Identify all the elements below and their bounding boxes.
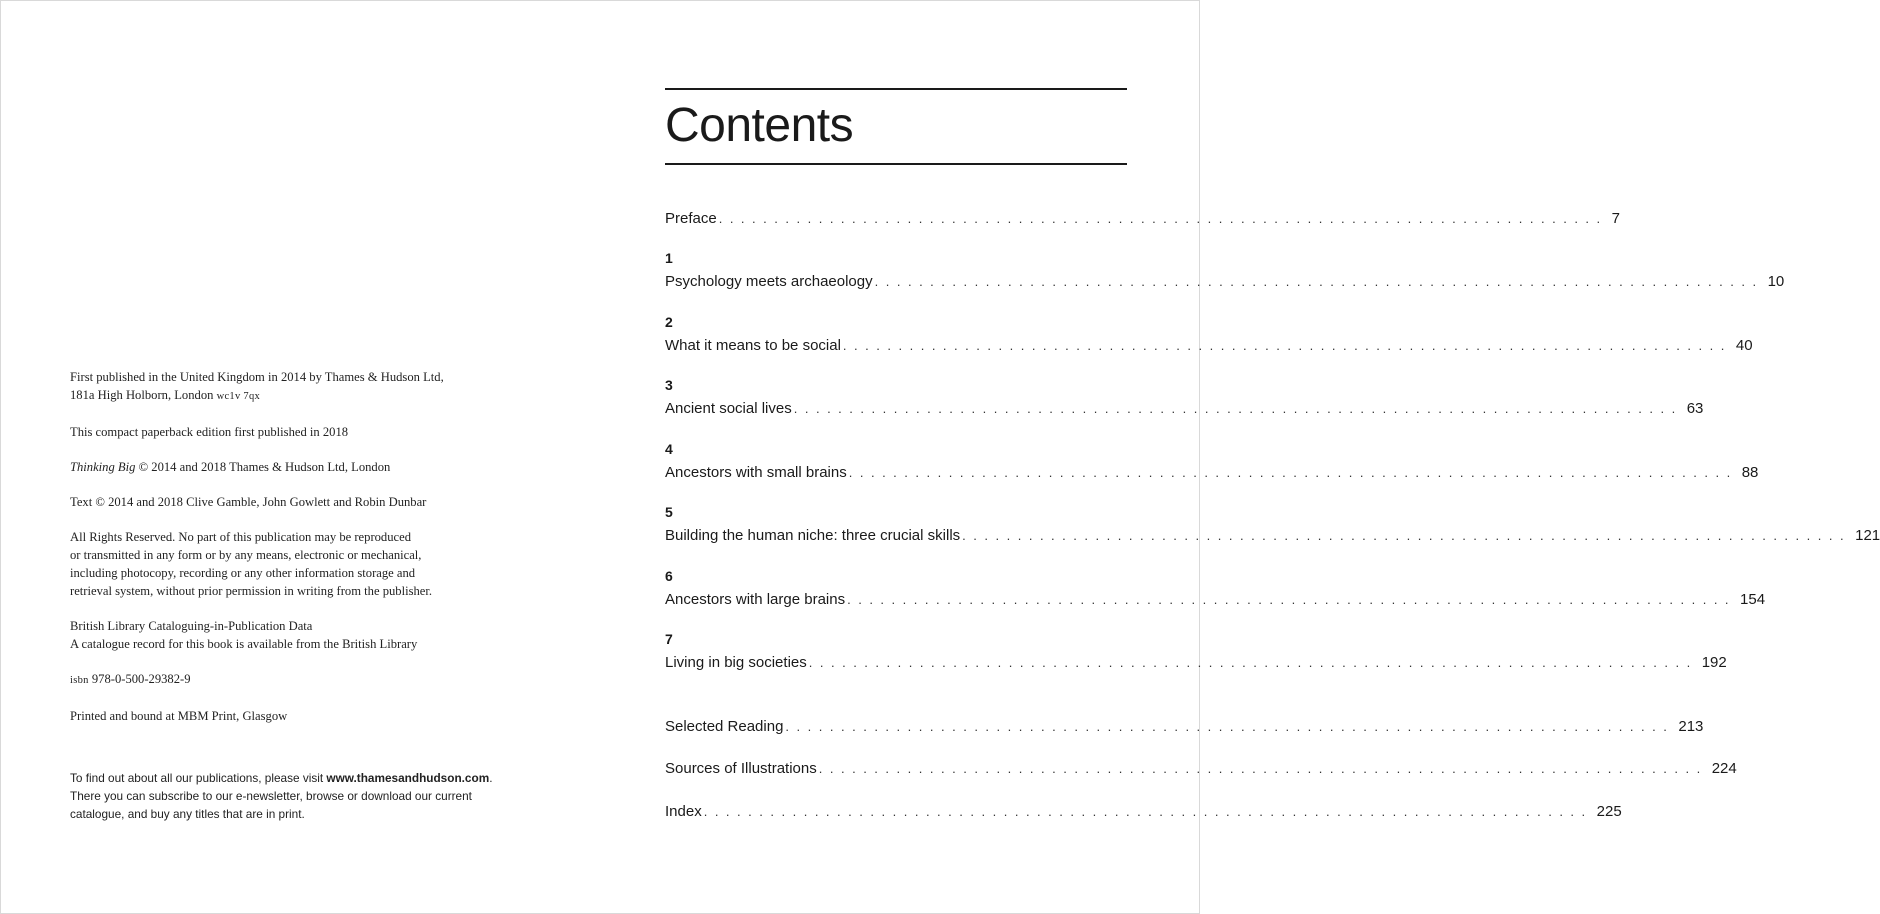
website-link[interactable]: www.thamesandhudson.com [326, 771, 490, 785]
publisher-promo [70, 769, 510, 823]
toc-label: Ancient social lives [665, 400, 792, 417]
rights-line: including photocopy, recording or any other information storage and [70, 566, 416, 580]
rights-line: or transmitted in any form or by any means, electronic or mechanical, [70, 548, 422, 562]
dot-leader: ................................................................................ [718, 211, 1608, 226]
toc-line [665, 336, 1753, 356]
isbn [70, 670, 490, 690]
toc-entry[interactable] [665, 631, 1727, 673]
promo-text: There you can subscribe to our e-newsletter, browse or download our current [70, 789, 472, 803]
promo-punct: . [489, 771, 493, 785]
toc-line [665, 526, 1880, 546]
title-copyright [70, 458, 490, 476]
printer-line: Printed and bound at MBM Print, Glasgow [70, 709, 288, 723]
dot-leader: ................................................................................ [848, 465, 1738, 480]
chapter-number: 3 [665, 377, 673, 393]
toc-entry[interactable] [665, 377, 1704, 419]
address-line: 181a High Holborn, London [70, 388, 217, 402]
publication-info [70, 368, 490, 406]
toc-line [665, 399, 1704, 419]
toc-page-number: 121 [1855, 527, 1880, 544]
isbn-label: isbn [70, 675, 89, 686]
title-copyright-text: © 2014 and 2018 Thames & Hudson Ltd, London [135, 460, 391, 474]
imprint-page [70, 368, 490, 742]
page-title: Contents [665, 99, 854, 152]
cip-line: British Library Cataloguing-in-Publication Data [70, 619, 313, 633]
first-published-line: First published in the United Kingdom in 2014 by Thames & Hudson Ltd, [70, 370, 444, 384]
toc-label: What it means to be social [665, 337, 841, 354]
dot-leader: ................................................................................ [962, 528, 1852, 543]
toc-line [665, 209, 1620, 229]
chapter-number: 7 [665, 631, 673, 647]
toc-label: Index [665, 803, 702, 820]
rights-statement [70, 528, 490, 600]
chapter-number: 4 [665, 441, 673, 457]
toc-entry[interactable] [665, 568, 1766, 610]
dot-leader: ................................................................................ [793, 401, 1683, 416]
toc-page-number: 213 [1678, 718, 1704, 735]
toc-line [665, 802, 1622, 822]
promo-text: To find out about all our publications, please visit [70, 771, 327, 785]
dot-leader: ................................................................................ [842, 338, 1732, 353]
dot-leader: ................................................................................ [785, 719, 1675, 734]
toc-label: Ancestors with small brains [665, 464, 847, 481]
cip-line: A catalogue record for this book is available from the British Library [70, 637, 418, 651]
postcode: wc1v 7qx [216, 391, 261, 402]
toc-page-number: 10 [1767, 273, 1785, 290]
toc-label: Sources of Illustrations [665, 760, 817, 777]
toc-entry[interactable] [665, 759, 1737, 779]
text-copyright: Text © 2014 and 2018 Clive Gamble, John Gowlett and Robin Dunbar [70, 495, 427, 509]
toc-page-number: 63 [1686, 400, 1704, 417]
toc-label: Psychology meets archaeology [665, 273, 873, 290]
toc-line [665, 590, 1766, 610]
chapter-number: 6 [665, 568, 673, 584]
toc-entry[interactable] [665, 717, 1704, 737]
toc-page-number: 154 [1740, 591, 1766, 608]
toc-entry[interactable] [665, 504, 1880, 546]
toc-line [665, 272, 1785, 292]
toc-entry[interactable] [665, 209, 1620, 229]
toc-label: Ancestors with large brains [665, 591, 846, 608]
promo-text: catalogue, and buy any titles that are in print. [70, 807, 305, 821]
toc-page-number: 192 [1701, 654, 1727, 671]
chapter-number: 5 [665, 504, 673, 520]
cip-data [70, 617, 490, 653]
chapter-number: 1 [665, 250, 673, 266]
dot-leader: ................................................................................ [818, 761, 1708, 776]
toc-page-number: 224 [1711, 760, 1737, 777]
dot-leader: ................................................................................ [874, 274, 1764, 289]
title-bottom-rule [665, 163, 1127, 165]
compact-edition-line: This compact paperback edition first published in 2018 [70, 425, 349, 439]
rights-line: All Rights Reserved. No part of this publication may be reproduced [70, 530, 412, 544]
title-top-rule [665, 88, 1127, 90]
toc-entry[interactable] [665, 441, 1759, 483]
toc-line [665, 717, 1704, 737]
book-title: Thinking Big [70, 460, 136, 474]
toc-line [665, 759, 1737, 779]
chapter-number: 2 [665, 314, 673, 330]
toc-line [665, 653, 1727, 673]
dot-leader: ................................................................................ [703, 804, 1593, 819]
toc-page-number: 225 [1596, 803, 1622, 820]
toc-label: Living in big societies [665, 654, 807, 671]
toc-label: Selected Reading [665, 718, 784, 735]
toc-label: Building the human niche: three crucial skills [665, 527, 961, 544]
toc-page-number: 88 [1741, 464, 1759, 481]
toc-label: Preface [665, 210, 717, 227]
toc-page-number: 40 [1735, 337, 1753, 354]
rights-line: retrieval system, without prior permission in writing from the publisher. [70, 584, 433, 598]
dot-leader: ................................................................................ [847, 592, 1737, 607]
toc-entry[interactable] [665, 250, 1785, 292]
dot-leader: ................................................................................ [808, 655, 1698, 670]
toc-entry[interactable] [665, 802, 1622, 822]
toc-line [665, 463, 1759, 483]
isbn-value: 978-0-500-29382-9 [88, 672, 191, 686]
toc-page-number: 7 [1611, 210, 1620, 227]
toc-entry[interactable] [665, 314, 1753, 356]
